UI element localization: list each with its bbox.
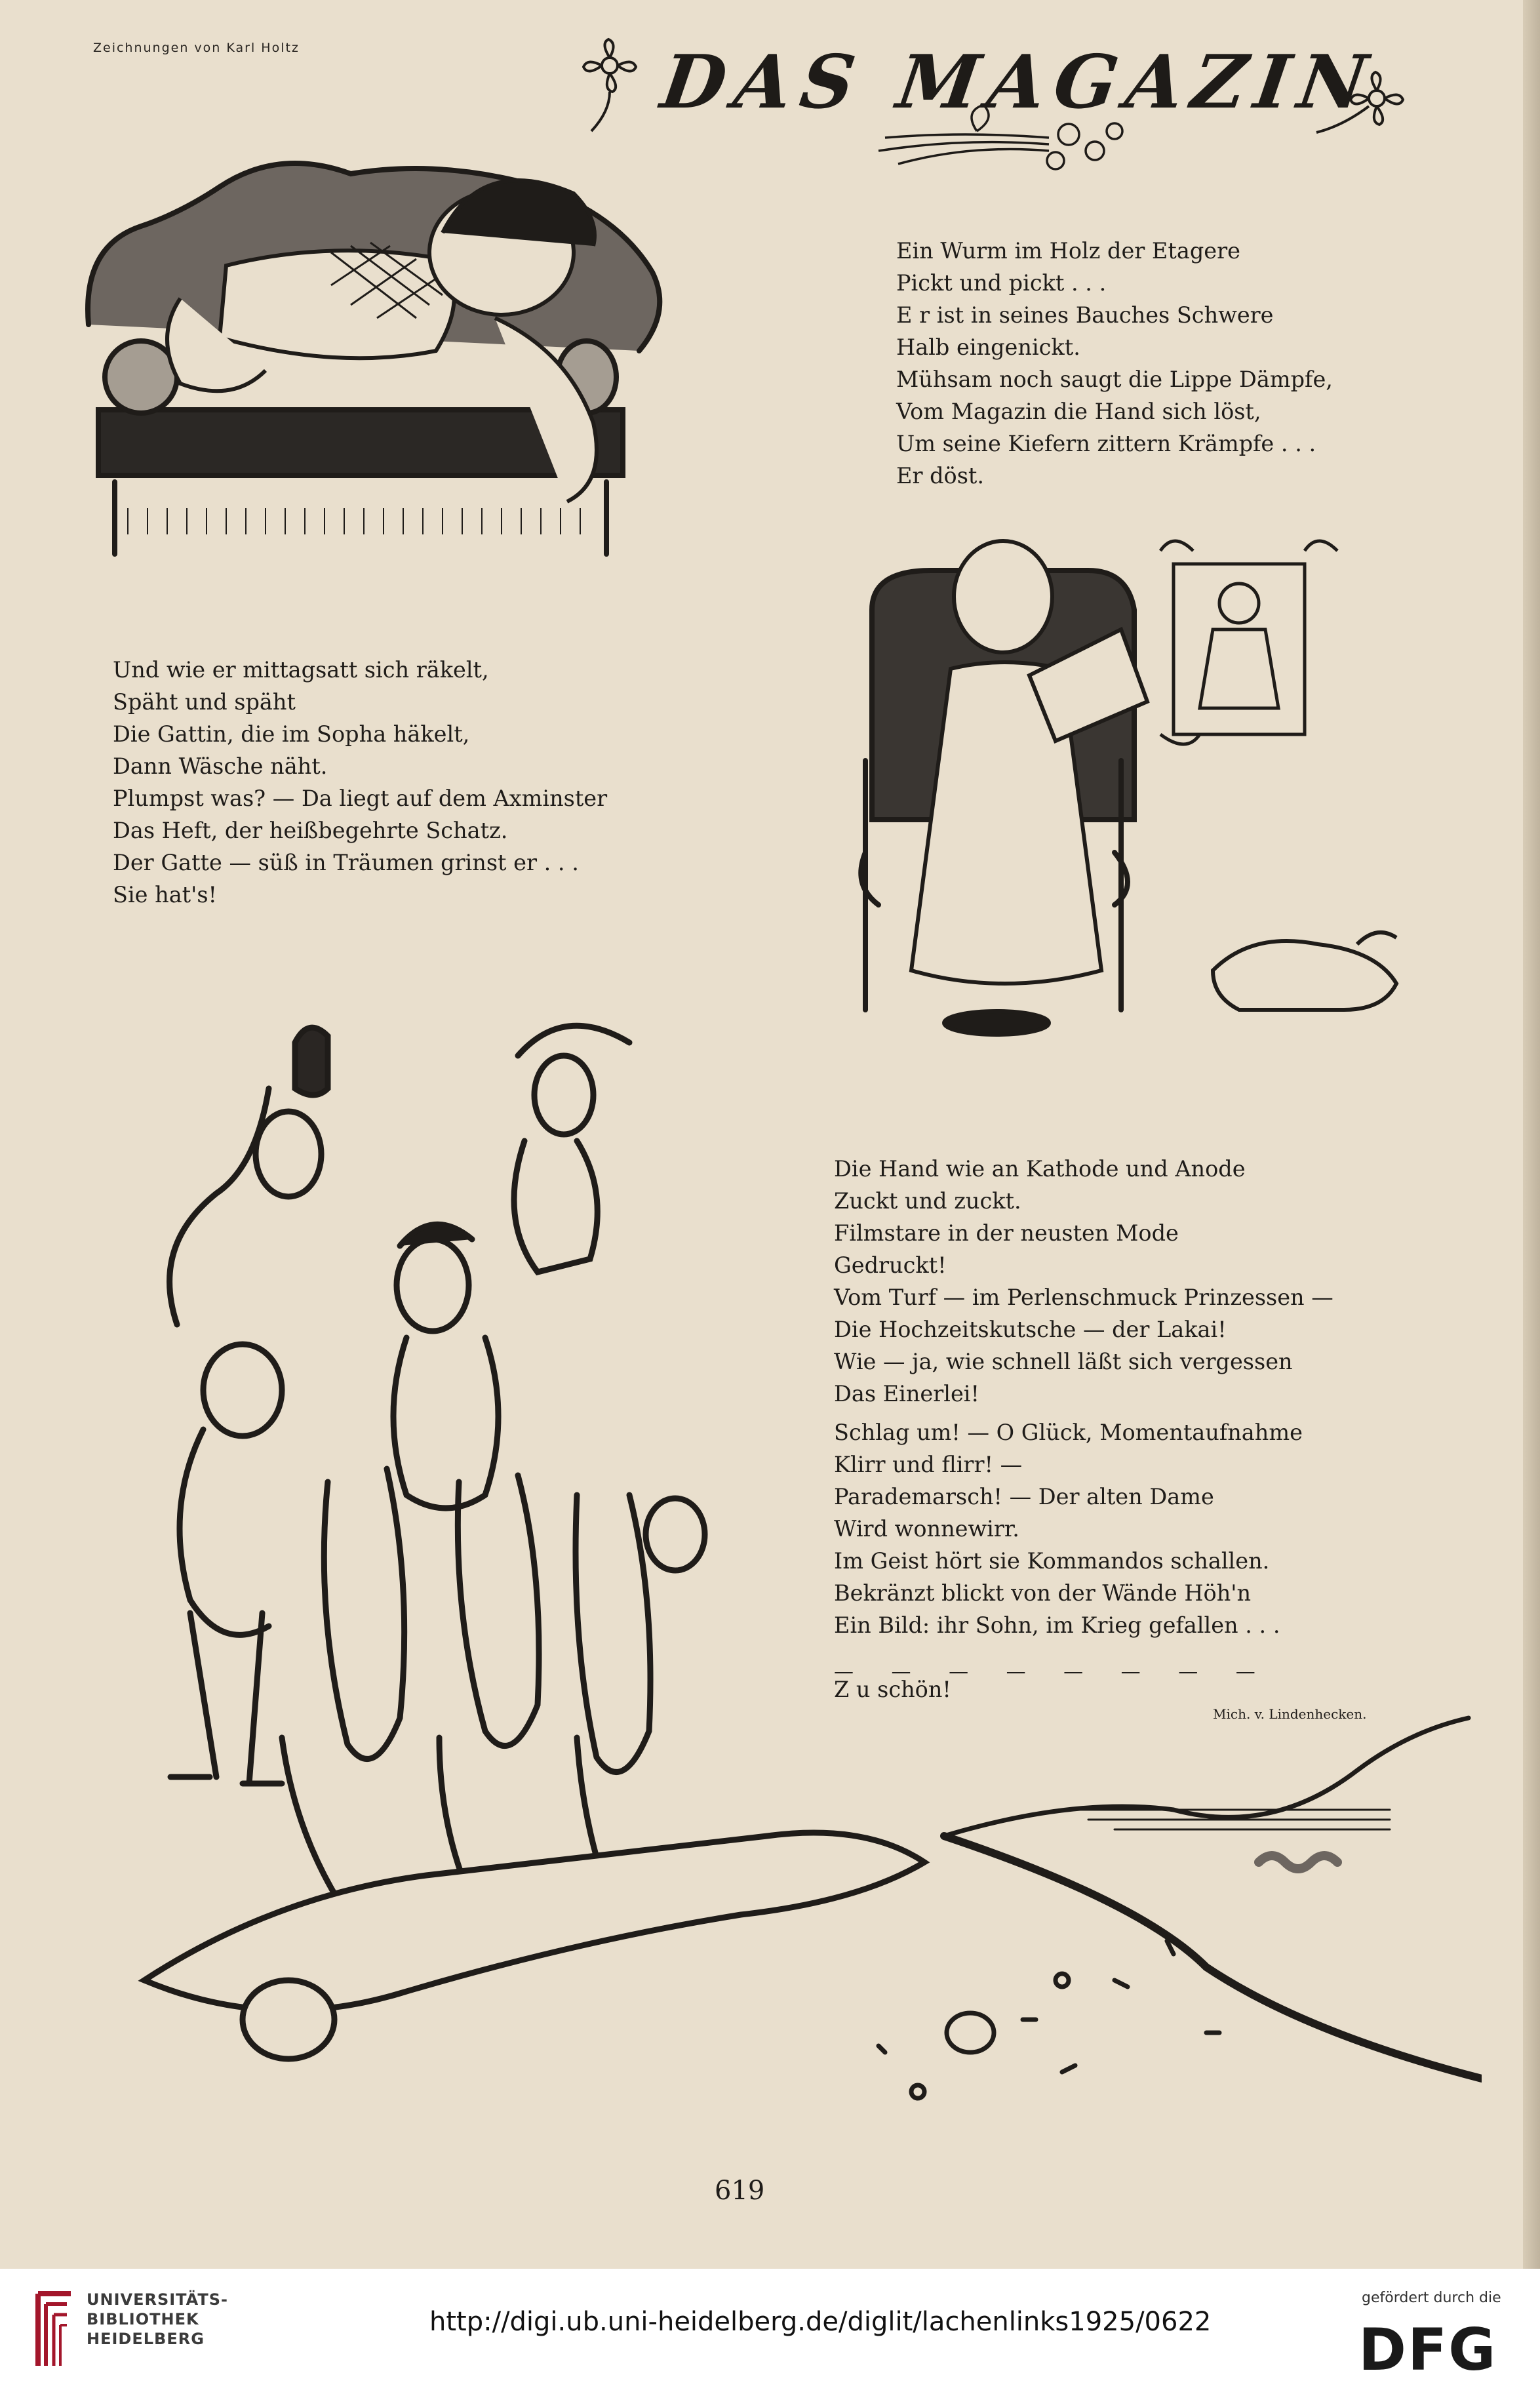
poem-line: Er döst. <box>896 463 985 489</box>
poem-line: Ein Bild: ihr Sohn, im Krieg gefallen . . . <box>834 1612 1280 1638</box>
closing-line: Z u schön! <box>834 1677 951 1702</box>
magazine-title: DAS MAGAZIN <box>656 39 1382 125</box>
poem-line: Zuckt und zuckt. <box>834 1188 1021 1214</box>
poem-line: Die Hochzeitskutsche — der Lakai! <box>834 1317 1227 1342</box>
poem-line: E r ist in seines Bauches Schwere <box>896 302 1274 328</box>
university-line: UNIVERSITÄTS- <box>87 2290 229 2309</box>
poem-line: Bekränzt blickt von der Wände Höh'n <box>834 1580 1252 1606</box>
poem-line: Wie — ja, wie schnell läßt sich vergessen <box>834 1349 1293 1374</box>
poem-line: Mühsam noch saugt die Lippe Dämpfe, <box>896 367 1333 392</box>
dash-separator: — — — — — — — — <box>834 1660 1271 1683</box>
poem-line: Pickt und pickt . . . <box>896 270 1107 296</box>
poem-line: Das Einerlei! <box>834 1381 979 1406</box>
poem-line: Vom Magazin die Hand sich löst, <box>896 399 1261 424</box>
dfg-caption: gefördert durch die <box>1362 2290 1501 2306</box>
poem-line: Sie hat's! <box>113 882 218 908</box>
poem-line: Späht und späht <box>113 689 296 715</box>
poem-line: Wird wonnewirr. <box>834 1516 1019 1542</box>
page-edge <box>1523 0 1540 2269</box>
poem-stanza-2 <box>113 654 607 911</box>
masthead <box>570 26 1442 184</box>
poem-stanza-3 <box>834 1153 1333 1410</box>
poem-line: Filmstare in der neusten Mode <box>834 1220 1179 1246</box>
author-signature: Mich. v. Lindenhecken. <box>1213 1706 1367 1722</box>
poem-line: Klirr und flirr! — <box>834 1452 1023 1477</box>
poem-line: Der Gatte — süß in Träumen grinst er . . . <box>113 850 579 875</box>
poem-line: Halb eingenickt. <box>896 334 1080 360</box>
poem-line: Um seine Kiefern zittern Krämpfe . . . <box>896 431 1316 456</box>
poem-line: Vom Turf — im Perlenschmuck Prinzessen — <box>834 1285 1333 1310</box>
sofa-man-illustration <box>69 102 682 561</box>
poem-line: Die Gattin, die im Sopha häkelt, <box>113 721 470 747</box>
university-library-logo-icon <box>34 2281 75 2379</box>
poem-line: Dann Wäsche näht. <box>113 753 328 779</box>
poem-stanza-1 <box>896 235 1333 492</box>
university-line: HEIDELBERG <box>87 2330 205 2348</box>
poem-line: Ein Wurm im Holz der Etagere <box>896 238 1240 264</box>
poem-line: Parademarsch! — Der alten Dame <box>834 1484 1214 1509</box>
poem-line: Gedruckt! <box>834 1252 947 1278</box>
illustrator-credit: Zeichnungen von Karl Holtz <box>93 41 300 55</box>
poem-line: Plumpst was? — Da liegt auf dem Axminster <box>113 786 608 811</box>
armchair-woman-illustration <box>846 525 1423 1049</box>
poem-line: Im Geist hört sie Kommandos schallen. <box>834 1548 1270 1574</box>
page-number: 619 <box>715 2176 765 2206</box>
university-line: BIBLIOTHEK <box>87 2310 199 2328</box>
dfg-logo: DFG <box>1358 2316 1497 2384</box>
poem-line: Die Hand wie an Kathode und Anode <box>834 1156 1246 1182</box>
source-url-link[interactable]: http://digi.ub.uni-heidelberg.de/diglit/lachenlinks1925/0622 <box>429 2307 1212 2337</box>
poem-stanza-4 <box>834 1416 1303 1641</box>
poem-line: Schlag um! — O Glück, Momentaufnahme <box>834 1420 1303 1445</box>
poem-line: Und wie er mittagsatt sich räkelt, <box>113 657 489 683</box>
poem-closing <box>834 1673 951 1706</box>
poem-line: Das Heft, der heißbegehrte Schatz. <box>113 818 508 843</box>
university-library-name <box>87 2290 228 2349</box>
